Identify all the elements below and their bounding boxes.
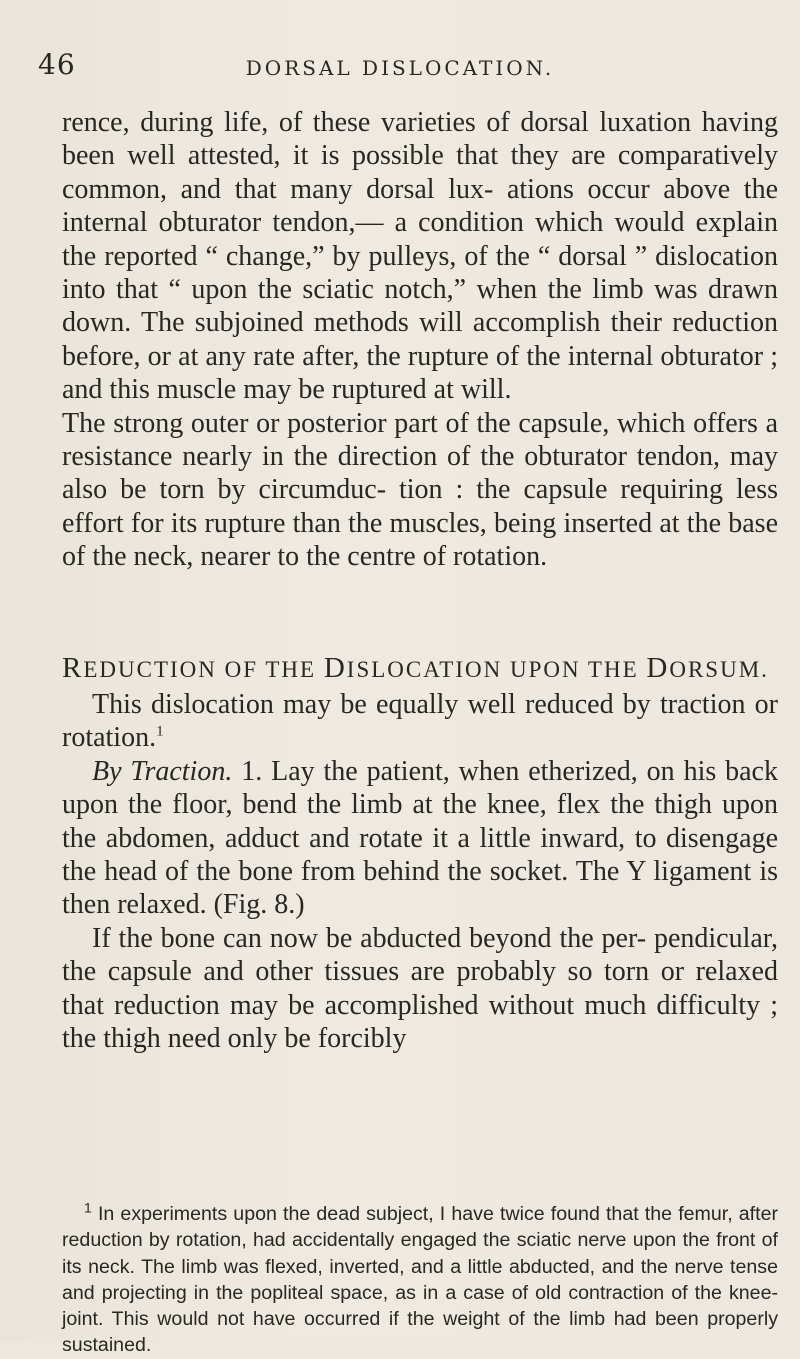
page-header (38, 48, 762, 88)
heading-initial-d2: D (646, 652, 670, 684)
section-heading (62, 652, 778, 685)
paragraph-abducted: If the bone can now be abducted beyond the per- pendicular, the capsule and other tissues are probably so torn or relaxed that reduction may be accomplished without much difficulty ; the thigh need only be forcibly (62, 922, 778, 1055)
paragraph-capsule: The strong outer or posterior part of the capsule, which offers a resistance nearly in the direction of the obturator tendon, may also be torn by circumduc- tion : the capsule requiring less effort for its rupture than the muscles, being inserted at the base of the neck, nearer to the centre of rotation. (62, 407, 778, 573)
paragraph-intro (62, 688, 778, 755)
footnote-text: In experiments upon the dead subject, I have twice found that the femur, after reduction by rotation, had accidentally engaged the sciatic nerve upon the front of its neck. The limb was flexed, inverted, and a little abducted, and the nerve tense and projecting in the popliteal space, as in a case of old contraction of the knee-joint. This would not have occurred if the weight of the limb had been properly sustained. (62, 1203, 778, 1357)
footnote (62, 1201, 778, 1359)
heading-part-3: ORSUM. (669, 657, 769, 682)
body-text-top (62, 106, 778, 574)
paragraph-traction (62, 755, 778, 922)
heading-part-1: EDUCTION OF THE (83, 657, 324, 682)
traction-text: 1. Lay the patient, when etherized, on his back upon the floor, bend the limb at the knee, flex the thigh upon the abdomen, adduct and rotate it a little inward, to disengage the head of the bone from behind the socket. The Y ligament is then relaxed. (Fig. 8.) (62, 755, 778, 921)
footnote-reference: 1 (156, 724, 164, 741)
intro-text: This dislocation may be equally well reduced by traction or rotation. (62, 689, 778, 754)
traction-label: By Traction. (92, 755, 233, 787)
footnote-mark: 1 (84, 1199, 92, 1216)
paragraph-continued: rence, during life, of these varieties of dorsal luxation having been well attested, it is possible that they are comparatively common, and that many dorsal lux- ations occur above the internal obturator tendon,— a condition which would explain the reported “ change,” by pulleys, of the “ dorsal ” dislocation into that “ upon the sciatic notch,” when the limb was drawn down. The subjoined methods will accomplish their reduction before, or at any rate after, the rupture of the internal obturator ; and this muscle may be ruptured at will. (62, 107, 778, 406)
running-head: DORSAL DISLOCATION. (245, 56, 555, 80)
body-text-bottom (62, 688, 778, 1055)
page-number: 46 (38, 48, 76, 81)
heading-initial-d: D (323, 652, 347, 684)
heading-part-2: ISLOCATION UPON THE (346, 657, 647, 682)
heading-initial-r: R (62, 652, 84, 684)
